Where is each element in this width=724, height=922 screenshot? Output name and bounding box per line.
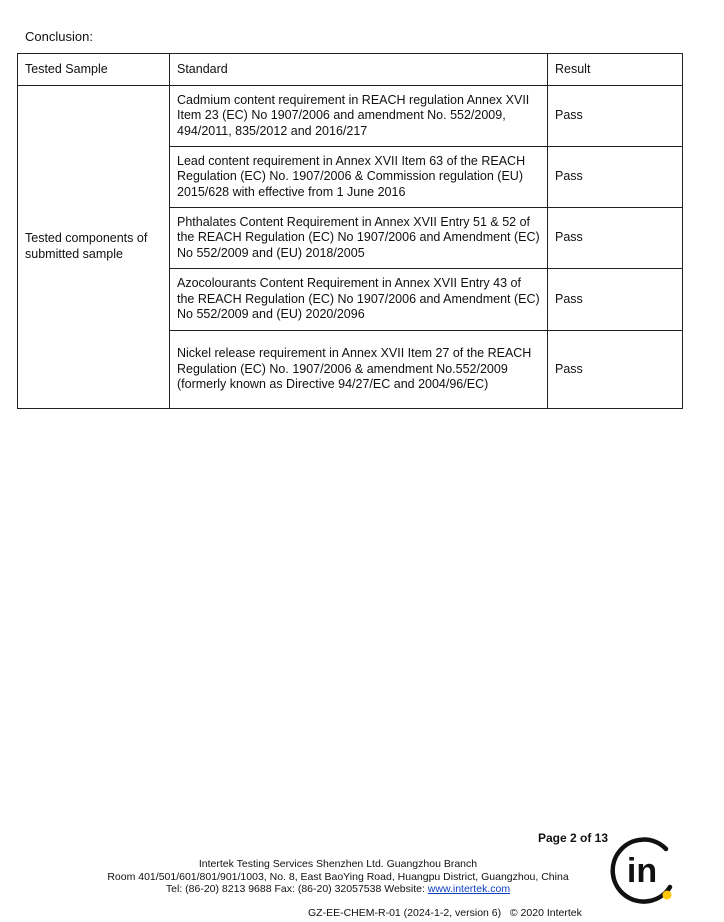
standard-cell: Lead content requirement in Annex XVII Item 63 of the REACH Regulation (EC) No. 1907/2006 & Commission regulation (EU) 2015/628 with effective from 1 June 2016: [170, 147, 548, 208]
footer-contact-text: Tel: (86-20) 8213 9688 Fax: (86-20) 32057538 Website:: [165, 883, 428, 895]
footer-contact: [0, 883, 676, 895]
intertek-logo-icon: [606, 835, 678, 907]
standard-cell: Phthalates Content Requirement in Annex XVII Entry 51 & 52 of the REACH Regulation (EC) No 1907/2006 and Amendment (EC) No 552/2009 and (EU) 2018/2005: [170, 208, 548, 269]
logo-accent-dot: [663, 891, 672, 900]
footer-form-id: [308, 907, 582, 919]
footer-address: Room 401/501/601/801/901/1003, No. 8, East BaoYing Road, Huangpu District, Guangzhou, China: [107, 871, 569, 883]
standard-cell: Nickel release requirement in Annex XVII Item 27 of the REACH Regulation (EC) No. 1907/2006 & amendment No.552/2009 (formerly known as Directive 94/27/EC and 2004/96/EC): [170, 331, 548, 409]
result-cell: Pass: [548, 269, 683, 331]
standard-cell: Cadmium content requirement in REACH regulation Annex XVII Item 23 (EC) No 1907/2006 and amendment No. 552/2009, 494/2011, 835/2012 and 2016/217: [170, 86, 548, 147]
result-cell: Pass: [548, 86, 683, 147]
table-row: [18, 86, 683, 147]
result-cell: Pass: [548, 208, 683, 269]
tested-sample-cell: Tested components of submitted sample: [18, 86, 170, 409]
footer-company: Intertek Testing Services Shenzhen Ltd. Guangzhou Branch: [198, 858, 478, 870]
conclusion-heading: Conclusion:: [25, 29, 93, 44]
form-id-text: GZ-EE-CHEM-R-01 (2024-1-2, version 6): [308, 907, 502, 919]
header-tested-sample: Tested Sample: [18, 54, 170, 86]
result-cell: Pass: [548, 147, 683, 208]
page-number: Page 2 of 13: [538, 831, 609, 845]
result-cell: Pass: [548, 331, 683, 409]
header-standard: Standard: [170, 54, 548, 86]
standard-cell: Azocolourants Content Requirement in Annex XVII Entry 43 of the REACH Regulation (EC) No 1907/2006 and Amendment (EC) No 552/2009 and (EU) 2020/2096: [170, 269, 548, 331]
header-result: Result: [548, 54, 683, 86]
table-header-row: [18, 54, 683, 86]
conclusion-table: [17, 53, 683, 409]
website-link[interactable]: www.intertek.com: [427, 883, 511, 895]
copyright-text: © 2020 Intertek: [509, 907, 582, 919]
logo-text: in: [626, 852, 658, 890]
